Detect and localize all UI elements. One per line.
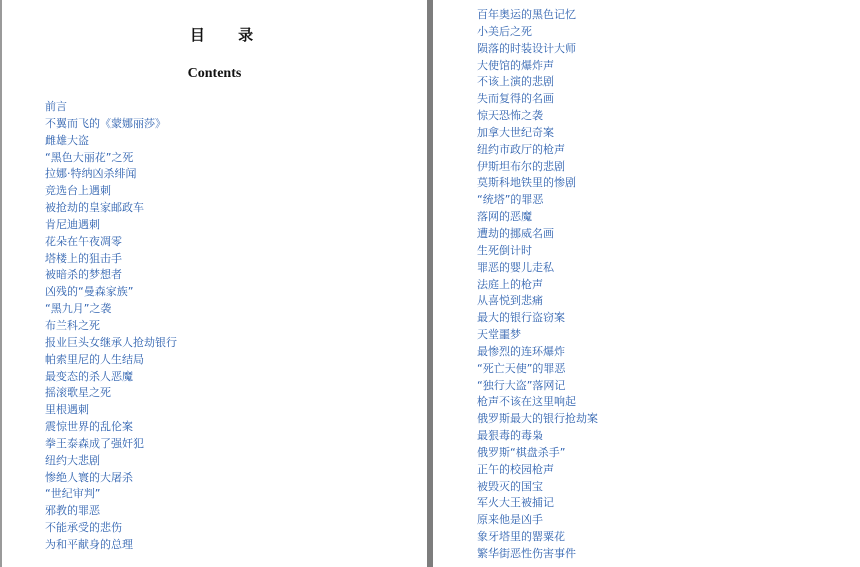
toc-entry-link[interactable]: 百年奥运的黑色记忆 <box>477 8 576 21</box>
toc-entry-link[interactable]: 肯尼迪遇刺 <box>45 217 100 231</box>
toc-entry-link[interactable]: 帕索里尼的人生结局 <box>45 352 144 366</box>
toc-entry-link[interactable]: 最狠毒的毒枭 <box>477 429 543 443</box>
toc-entry-link[interactable]: 枪声不该在这里响起 <box>477 395 576 409</box>
toc-entry-link[interactable]: 繁华街恶性伤害事件 <box>477 547 576 560</box>
toc-entry-link[interactable]: 拳王泰森成了强奸犯 <box>45 436 144 450</box>
toc-entry-link[interactable]: 摇滚歌星之死 <box>45 386 111 400</box>
toc-entry-link[interactable]: 被毁灭的国宝 <box>477 479 543 493</box>
toc-entry-link[interactable]: 法庭上的枪声 <box>477 277 543 291</box>
toc-entry-link[interactable]: 布兰科之死 <box>45 318 100 332</box>
toc-entry-link[interactable]: 最大的银行盗窃案 <box>477 311 565 325</box>
toc-entry-link[interactable]: 象牙塔里的罂粟花 <box>477 530 565 544</box>
toc-title-english: Contents <box>187 66 242 81</box>
toc-entry-link[interactable]: 军火大王被捕记 <box>477 496 554 510</box>
toc-entry-link[interactable]: 伊斯坦布尔的悲剧 <box>477 159 565 173</box>
toc-entry-link[interactable]: 遭劫的挪威名画 <box>477 226 554 240</box>
toc-title-chinese: 目 录 <box>189 26 268 44</box>
toc-entry-link[interactable]: 小美后之死 <box>477 24 532 38</box>
toc-entry-link[interactable]: 落网的恶魔 <box>477 210 532 224</box>
toc-entry-link[interactable]: 生死倒计时 <box>477 243 532 257</box>
toc-entry-link[interactable]: “黑九月”之袭 <box>45 302 112 316</box>
toc-entry-link[interactable]: 里根遇刺 <box>45 403 89 417</box>
toc-entry-link[interactable]: “死亡天使”的罪恶 <box>477 361 566 375</box>
toc-entry-link[interactable]: 被抢劫的皇家邮政车 <box>45 201 144 215</box>
toc-entry-link[interactable]: 凶残的“曼森家族” <box>45 285 134 299</box>
toc-entry-link[interactable]: 惨绝人寰的大屠杀 <box>45 470 133 484</box>
toc-entry-link[interactable]: 最变态的杀人恶魔 <box>45 369 133 383</box>
toc-entry-link[interactable]: 震惊世界的乱伦案 <box>45 420 133 434</box>
toc-entry-link[interactable]: 莫斯科地铁里的惨剧 <box>477 176 576 190</box>
toc-entry-link[interactable]: 原来他是凶手 <box>477 513 543 527</box>
toc-entry-link[interactable]: 被暗杀的梦想者 <box>45 268 122 282</box>
toc-entry-link[interactable]: 天堂噩梦 <box>477 328 521 342</box>
toc-list-right <box>477 7 598 563</box>
toc-entry-link[interactable]: “世纪审判” <box>45 487 101 501</box>
toc-entry-link[interactable]: 加拿大世纪奇案 <box>477 125 554 139</box>
toc-page-left <box>2 0 427 567</box>
toc-entry-link[interactable]: 正午的校园枪声 <box>477 462 554 476</box>
toc-entry-link[interactable]: 为和平献身的总理 <box>45 537 133 551</box>
toc-list-left <box>45 99 177 554</box>
toc-entry-link[interactable]: 邪教的罪恶 <box>45 504 100 518</box>
toc-entry-link[interactable]: 惊天恐怖之袭 <box>477 109 543 123</box>
toc-entry-link[interactable]: 雌雄大盗 <box>45 133 89 147</box>
toc-entry-link[interactable]: “统塔”的罪恶 <box>477 193 544 207</box>
toc-entry-link[interactable]: 前言 <box>45 100 67 113</box>
toc-entry-link[interactable]: 失而复得的名画 <box>477 92 554 106</box>
toc-entry-link[interactable]: 俄罗斯“棋盘杀手” <box>477 445 566 459</box>
toc-entry-link[interactable]: 花朵在午夜凋零 <box>45 234 122 248</box>
toc-page-right <box>433 0 860 567</box>
toc-entry-link[interactable]: 塔楼上的狙击手 <box>45 251 122 265</box>
toc-entry-link[interactable]: 竞选台上遇刺 <box>45 184 111 198</box>
toc-entry-link[interactable]: 罪恶的婴儿走私 <box>477 260 554 274</box>
toc-entry-link[interactable]: 最惨烈的连环爆炸 <box>477 344 565 358</box>
toc-entry-link[interactable]: 拉娜·特纳凶杀绯闻 <box>45 167 137 181</box>
toc-entry-link[interactable]: 从喜悦到悲痛 <box>477 294 543 308</box>
toc-entry-link[interactable]: 大使馆的爆炸声 <box>477 58 554 72</box>
toc-entry-link[interactable]: 不能承受的悲伤 <box>45 521 122 535</box>
toc-entry-link[interactable]: 不翼而飞的《蒙娜丽莎》 <box>45 116 166 130</box>
toc-entry-link[interactable]: 俄罗斯最大的银行抢劫案 <box>477 412 598 426</box>
toc-entry-link[interactable]: 陨落的时装设计大师 <box>477 41 576 55</box>
toc-entry-link[interactable]: 纽约市政厅的枪声 <box>477 142 565 156</box>
toc-entry-link[interactable]: “黑色大丽花”之死 <box>45 150 134 164</box>
toc-entry-link[interactable]: “独行大盗”落网记 <box>477 378 566 392</box>
toc-entry-link[interactable]: 报业巨头女继承人抢劫银行 <box>45 335 177 349</box>
toc-entry-link[interactable]: 不该上演的悲剧 <box>477 75 554 89</box>
toc-entry-link[interactable]: 纽约大悲剧 <box>45 453 100 467</box>
